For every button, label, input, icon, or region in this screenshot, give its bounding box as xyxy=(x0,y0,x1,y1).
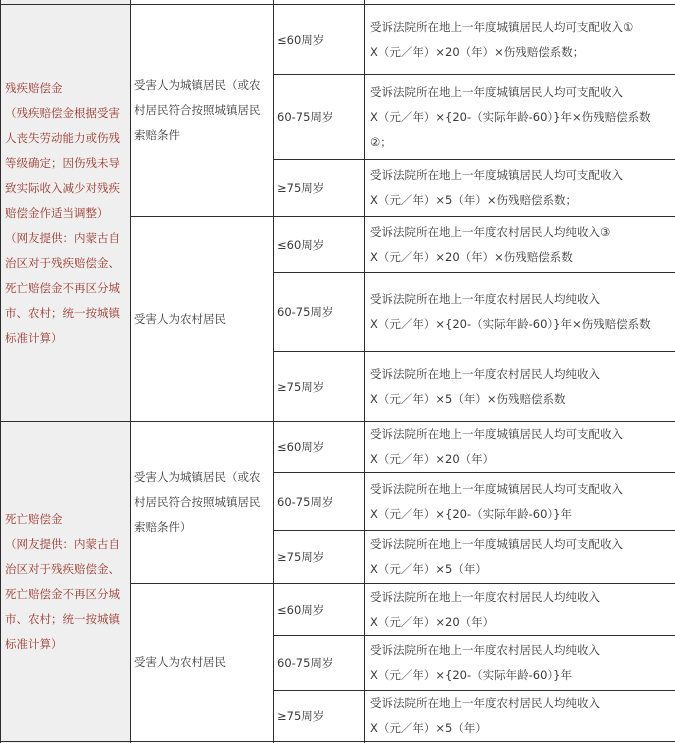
age-range-cell: ≤60周岁 xyxy=(274,584,365,636)
table-row xyxy=(1,422,675,473)
formula-cell xyxy=(365,473,675,531)
formula-cell xyxy=(365,75,675,160)
age-range-cell: 60-75周岁 xyxy=(274,473,365,531)
age-range-cell: ≥75周岁 xyxy=(274,531,365,584)
formula-line: 受诉法院所在地上一年度农村居民人均纯收入 xyxy=(370,696,600,710)
formula-line: X（元／年）×{20-（实际年龄-60）}年×伤残赔偿系数 xyxy=(370,317,651,331)
formula-line: X（元／年）×5（年）×伤残赔偿系数； xyxy=(370,193,577,207)
age-range-cell: ≥75周岁 xyxy=(274,352,365,422)
formula-line: 受诉法院所在地上一年度城镇居民人均可支配收入① xyxy=(370,19,634,34)
category-note: （网友提供：内蒙古自治区对于残疾赔偿金、死亡赔偿金不再区分城市、农村；统一按城镇标准计算） xyxy=(5,536,120,651)
age-range-cell: ≤60周岁 xyxy=(274,422,365,473)
formula-cell xyxy=(365,5,675,75)
category-note: （网友提供：内蒙古自治区对于残疾赔偿金、死亡赔偿金不再区分城市、农村；统一按城镇标准计算） xyxy=(5,230,120,345)
formula-line: 受诉法院所在地上一年度城镇居民人均可支配收入 xyxy=(370,84,623,99)
age-range-cell: 60-75周岁 xyxy=(274,75,365,160)
age-range-cell: ≥75周岁 xyxy=(274,691,365,742)
formula-line: 受诉法院所在地上一年度城镇居民人均可支配收入 xyxy=(370,168,623,182)
formula-cell xyxy=(365,352,675,422)
formula-line: ②； xyxy=(370,134,392,149)
resident-type-cell-rural: 受害人为农村居民 xyxy=(131,217,274,422)
formula-cell xyxy=(365,531,675,584)
formula-line: X（元／年）×20（年）×伤残赔偿系数 xyxy=(370,249,573,264)
formula-cell xyxy=(365,422,675,473)
category-cell-disability xyxy=(1,5,131,422)
formula-line: X（元／年）×20（年）×伤残赔偿系数； xyxy=(370,44,585,59)
age-range-cell: ≤60周岁 xyxy=(274,217,365,273)
formula-line: X（元／年）×5（年） xyxy=(370,721,487,735)
formula-cell xyxy=(365,636,675,691)
age-range-cell: ≥75周岁 xyxy=(274,160,365,217)
formula-cell xyxy=(365,584,675,636)
resident-type-cell-rural: 受害人为农村居民 xyxy=(131,584,274,742)
formula-line: 受诉法院所在地上一年度农村居民人均纯收入 xyxy=(370,366,600,381)
formula-line: X（元／年）×20（年） xyxy=(370,614,495,629)
age-range-cell: ≤60周岁 xyxy=(274,5,365,75)
formula-line: X（元／年）×{20-（实际年龄-60）}年 xyxy=(370,668,572,682)
formula-cell xyxy=(365,160,675,217)
category-note: （残疾赔偿金根据受害人丧失劳动能力或伤残等级确定；因伤残未导致实际收入减少对残疾赔偿金作适当调整） xyxy=(5,105,120,220)
formula-line: 受诉法院所在地上一年度城镇居民人均可支配收入 xyxy=(370,427,623,441)
formula-cell xyxy=(365,217,675,273)
formula-line: X（元／年）×5（年）×伤残赔偿系数 xyxy=(370,391,566,406)
formula-line: 受诉法院所在地上一年度农村居民人均纯收入 xyxy=(370,292,600,306)
formula-line: X（元／年）×5（年） xyxy=(370,562,487,576)
resident-type-cell-urban: 受害人为城镇居民（或农村居民符合按照城镇居民索赔条件） xyxy=(131,422,274,584)
category-cell-death xyxy=(1,422,131,742)
formula-line: X（元／年）×{20-（实际年龄-60）}年×伤残赔偿系数 xyxy=(370,109,651,124)
formula-line: 受诉法院所在地上一年度城镇居民人均可支配收入 xyxy=(370,537,623,551)
formula-line: 受诉法院所在地上一年度农村居民人均纯收入 xyxy=(370,643,600,657)
formula-cell xyxy=(365,273,675,352)
category-title: 残疾赔偿金 xyxy=(5,80,63,95)
resident-type-cell-urban: 受害人为城镇居民（或农村居民符合按照城镇居民索赔条件 xyxy=(131,5,274,217)
table-row xyxy=(1,5,675,75)
formula-line: 受诉法院所在地上一年度城镇居民人均可支配收入 xyxy=(370,481,623,496)
age-range-cell: 60-75周岁 xyxy=(274,636,365,691)
age-range-cell: 60-75周岁 xyxy=(274,273,365,352)
formula-line: 受诉法院所在地上一年度农村居民人均纯收入③ xyxy=(370,224,611,239)
formula-line: X（元／年）×{20-（实际年龄-60）}年 xyxy=(370,506,572,521)
category-title: 死亡赔偿金 xyxy=(5,511,63,526)
formula-cell xyxy=(365,691,675,742)
formula-line: X（元／年）×20（年） xyxy=(370,452,495,466)
formula-line: 受诉法院所在地上一年度农村居民人均纯收入 xyxy=(370,589,600,604)
